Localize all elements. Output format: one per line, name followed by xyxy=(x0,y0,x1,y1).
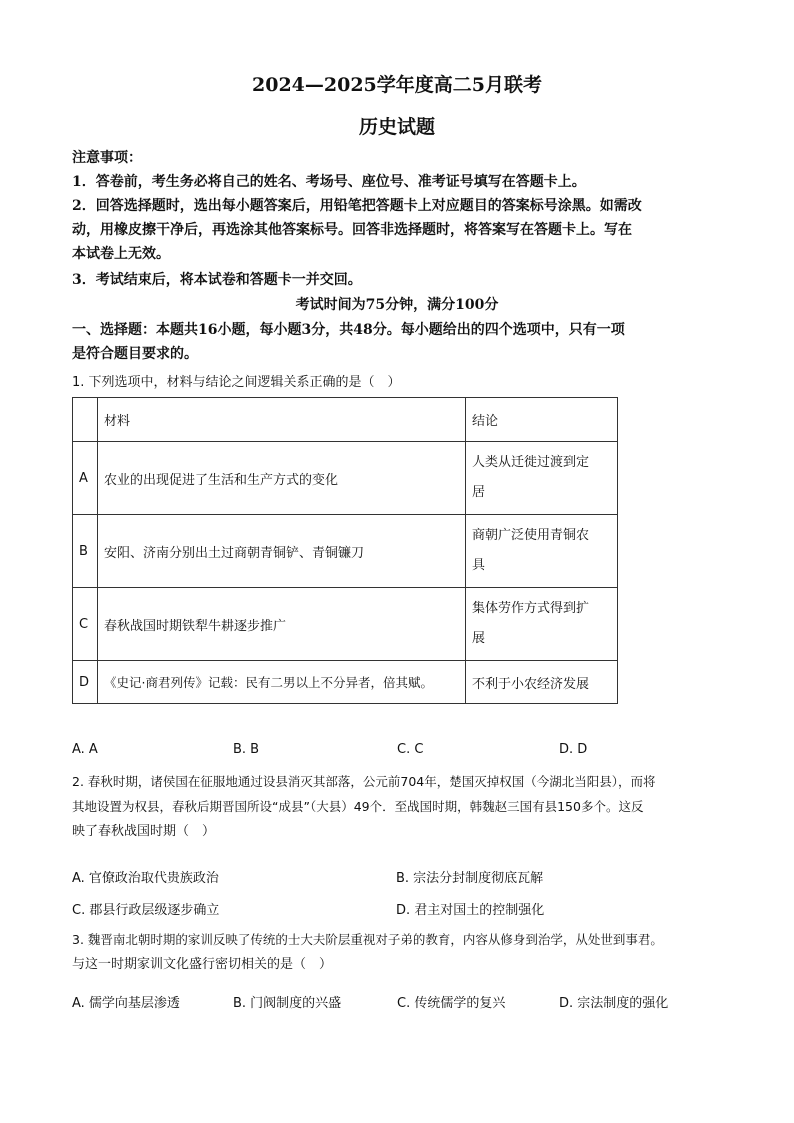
q2-option-c[interactable]: C. 郡县行政层级逐步确立 xyxy=(72,903,220,918)
row-conclusion xyxy=(466,515,618,588)
table-header-row xyxy=(73,398,618,442)
note-3: 3．考试结束后，将本试卷和答题卡一并交回。 xyxy=(72,272,362,288)
note-2-line-1: 2．回答选择题时，选出每小题答案后，用铅笔把答题卡上对应题目的答案标号涂黑。如需改 xyxy=(72,198,642,214)
q2-option-a[interactable]: A. 官僚政治取代贵族政治 xyxy=(72,871,219,886)
note-2-line-3: 本试卷上无效。 xyxy=(72,246,170,262)
table-header-blank xyxy=(73,398,98,442)
q3-stem xyxy=(72,927,736,977)
table-header-material: 材料 xyxy=(98,398,466,442)
q1-option-a[interactable]: A. A xyxy=(72,742,98,757)
q3-option-c[interactable]: C. 传统儒学的复兴 xyxy=(397,996,506,1011)
q2-option-b[interactable]: B. 宗法分封制度彻底瓦解 xyxy=(396,871,544,886)
row-label: D xyxy=(73,661,98,704)
notes-heading: 注意事项： xyxy=(72,150,142,166)
q1-option-c[interactable]: C. C xyxy=(397,742,424,757)
section-heading-line-1: 一、选择题：本题共16小题，每小题3分，共48分。每小题给出的四个选项中，只有一项 xyxy=(72,322,625,338)
q1-stem: 1. 下列选项中，材料与结论之间逻辑关系正确的是（ ） xyxy=(72,375,401,390)
subject-title: 历史试题 xyxy=(358,116,435,138)
row-conclusion xyxy=(466,661,618,704)
table-row xyxy=(73,661,618,704)
row-material: 安阳、济南分别出土过商朝青铜铲、青铜镰刀 xyxy=(98,515,466,588)
row-label: B xyxy=(73,515,98,588)
conclusion-line-1: 集体劳作方式得到扩 xyxy=(472,601,590,616)
row-material: 《史记·商君列传》记载：民有二男以上不分异者，倍其赋。 xyxy=(98,661,466,704)
conclusion-line-1: 不利于小农经济发展 xyxy=(472,676,590,692)
conclusion-line-1: 商朝广泛使用青铜农 xyxy=(472,528,590,543)
row-material: 农业的出现促进了生活和生产方式的变化 xyxy=(98,442,466,515)
note-2-line-2: 动，用橡皮擦干净后，再选涂其他答案标号。回答非选择题时，将答案写在答题卡上。写在 xyxy=(72,222,632,238)
table-row xyxy=(73,515,618,588)
q2-line-1: 2. 春秋时期，诸侯国在征服地通过设县消灭其部落，公元前704年，楚国灭掉权国（今湖北当阳县），而将 xyxy=(72,774,656,789)
q3-line-1: 3. 魏晋南北朝时期的家训反映了传统的士大夫阶层重视对子弟的教育，内容从修身到治学，从处世到事君。 xyxy=(72,932,663,947)
q3-option-b[interactable]: B. 门阀制度的兴盛 xyxy=(233,996,342,1011)
q2-stem xyxy=(72,769,736,844)
conclusion-line-2: 居 xyxy=(472,485,486,500)
note-1: 1．答卷前，考生务必将自己的姓名、考场号、座位号、准考证号填写在答题卡上。 xyxy=(72,174,586,190)
row-label: A xyxy=(73,442,98,515)
q1-material-table xyxy=(72,397,618,704)
row-conclusion xyxy=(466,588,618,661)
table-header-conclusion: 结论 xyxy=(466,398,618,442)
q2-line-2: 其地设置为权县，春秋后期晋国所设“成县”（大县）49个．至战国时期，韩魏赵三国有县150多个。这反 xyxy=(72,799,644,814)
exam-title: 2024—2025学年度高二5月联考 xyxy=(252,74,542,96)
exam-time: 考试时间为75分钟，满分100分 xyxy=(295,297,499,313)
conclusion-line-2: 展 xyxy=(472,631,486,646)
section-heading-line-2: 是符合题目要求的。 xyxy=(72,346,198,362)
conclusion-line-2: 具 xyxy=(472,558,486,573)
table-row xyxy=(73,588,618,661)
q1-option-b[interactable]: B. B xyxy=(233,742,260,757)
q3-line-2: 与这一时期家训文化盛行密切相关的是（ ） xyxy=(72,957,333,972)
q3-option-a[interactable]: A. 儒学向基层渗透 xyxy=(72,996,180,1011)
q3-option-d[interactable]: D. 宗法制度的强化 xyxy=(559,996,669,1011)
conclusion-line-1: 人类从迁徙过渡到定 xyxy=(472,455,590,470)
row-material: 春秋战国时期铁犁牛耕逐步推广 xyxy=(98,588,466,661)
row-label: C xyxy=(73,588,98,661)
row-conclusion xyxy=(466,442,618,515)
q2-line-3: 映了春秋战国时期（ ） xyxy=(72,824,216,839)
q1-option-d[interactable]: D. D xyxy=(559,742,588,757)
q2-option-d[interactable]: D. 君主对国土的控制强化 xyxy=(396,903,545,918)
table-row xyxy=(73,442,618,515)
